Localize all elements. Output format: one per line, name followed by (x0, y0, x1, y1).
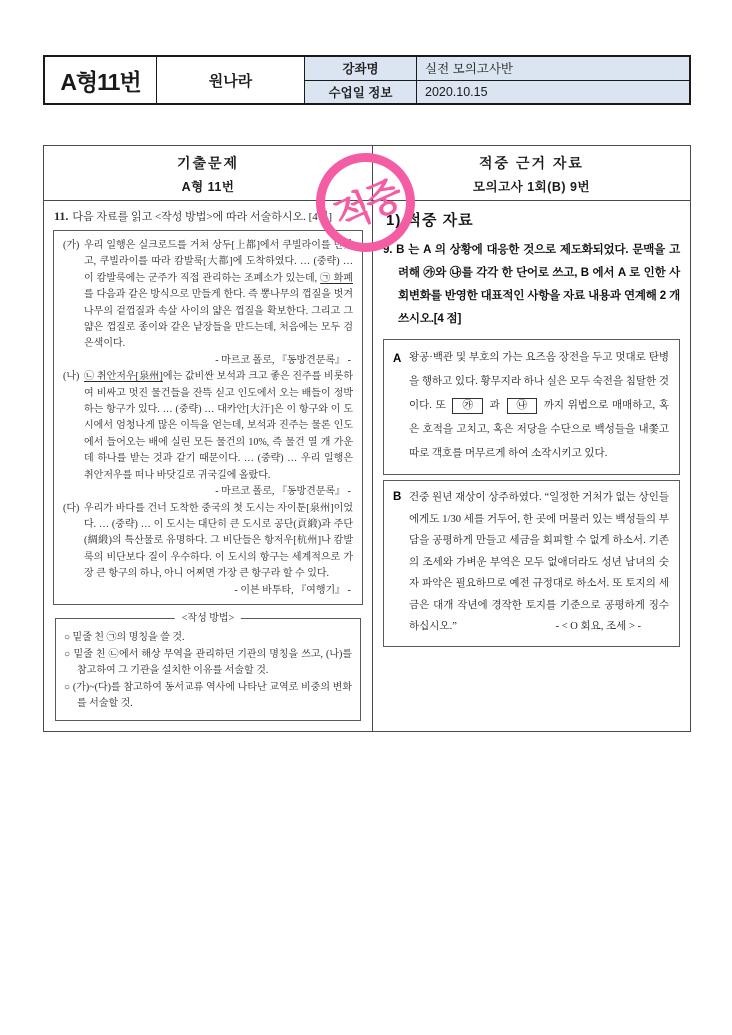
passage-box (53, 230, 363, 605)
passage-na-underline: ㉡ 취안저우[泉州] (84, 371, 163, 383)
passage-na-post: 에는 값비싼 보석과 크고 좋은 진주를 비롯하여 비싸고 멋진 물건들을 잔뜩 싣고 인도에서 오는 배들이 정박하는 항구가 있다. … (중략) … 대카안[大汗]은 이 항구와 이 도시에서 엄청나게 많은 이득을 얻는데, 보석과 진주는 물론 인도에서 들어오는 배에 실린 모든 물건의 10%, 즉 물건 열 개 가운데 하나를 받는 것과 같기 때문이다. … (중략) … 우리 일행은 취안저우를 떠나 바닷길로 귀국길에 올랐다. (84, 371, 353, 481)
source-box-a (383, 339, 680, 475)
left-column-body (44, 201, 372, 721)
date-label: 수업일 정보 (305, 81, 416, 104)
right-column-subtitle: 모의고사 1회(B) 9번 (472, 180, 591, 194)
hit-stamp-ring-icon (316, 153, 415, 252)
course-label: 강좌명 (305, 57, 416, 81)
source-box-a-text3: 까지 위법으로 매매하고, 혹은 호적을 고치고, 혹은 저당을 수단으로 백성들을 내쫓고 따로 객호를 머무르게 하여 소작시키고 있다. (409, 400, 670, 459)
source-box-a-text1: 왕공·백관 및 부호의 가는 요즈음 장전을 두고 멋대로 탄병을 행하고 있다. 황무지라 하나 실은 모두 숙전을 침탈한 것이다. 또 (409, 352, 669, 411)
header-value-column (417, 57, 689, 103)
blank-na: ㉯ (507, 398, 538, 414)
blank-ga: ㉮ (452, 398, 483, 414)
left-column-subtitle: A형 11번 (181, 180, 235, 194)
exam-number-cell: A형11번 (45, 57, 157, 103)
topic-cell: 원나라 (157, 57, 305, 103)
writing-method-title: <작성 방법> (175, 611, 241, 628)
passage-ga-underline: ㉠ 화폐 (320, 272, 353, 284)
evidence-question: 9. B 는 A 의 상황에 대응한 것으로 제도화되었다. 문맥을 고려해 ㉮와 ㉯를 각각 한 단어로 쓰고, B 에서 A 로 인한 사회변화를 반영한 대표적인 사항을 자료 내용과 연계해 2 개 쓰시오.[4 점] (383, 244, 680, 325)
passage-ga-source: - 마르코 폴로, 『동방견문록』 - (215, 354, 351, 366)
hit-stamp-text: 적중 (328, 174, 407, 240)
passage-ga-pre: 우리 일행은 실크로드를 거쳐 상두[上都]에서 쿠빌라이를 만났고, 쿠빌라이를 따라 캄발룩[大都]에 도착하였다. … (중략) … 이 캄발룩에는 군주가 직접 관리하는 조폐소가 있는데, (84, 240, 353, 284)
source-box-b-label: B (393, 491, 402, 503)
evidence-section-label: 1) 적중 자료 (386, 212, 474, 229)
passage-da-label: (다) (63, 502, 80, 514)
writing-method-item: ○ 밑줄 친 ㉠의 명칭을 쓸 것. (64, 631, 185, 643)
header-table (43, 55, 691, 105)
writing-method-item: ○ (가)~(다)를 참고하여 동서교류 역사에 나타난 교역로 비중의 변화를 서술할 것. (64, 681, 352, 710)
right-column-header (373, 146, 690, 201)
hit-stamp (316, 153, 415, 252)
writing-method-item: ○ 밑줄 친 ㉡에서 해상 무역을 관리하던 기관의 명칭을 쓰고, (나)를 참고하여 그 기관을 설치한 이유를 서술할 것. (64, 648, 352, 677)
right-column-title: 적중 근거 자료 (479, 155, 584, 171)
source-box-b-citation: - < O 회요, 조세 > - (555, 621, 641, 632)
passage-na-source: - 마르코 폴로, 『동방견문록』 - (215, 486, 351, 498)
date-value: 2020.10.15 (417, 81, 689, 104)
question-number: 11. (54, 209, 69, 223)
source-box-b (383, 480, 680, 647)
source-box-a-label: A (393, 353, 402, 365)
passage-na-label: (나) (63, 371, 80, 383)
header-label-column (305, 57, 417, 103)
passage-da-source: - 이븐 바투타, 『여행기』 - (234, 584, 351, 596)
passage-da (63, 501, 353, 599)
writing-method-box (55, 612, 361, 721)
passage-ga-label: (가) (63, 240, 80, 251)
question-text: 다음 자료를 읽고 <작성 방법>에 따라 서술하시오. [4점] (72, 211, 333, 223)
source-box-a-text2: 과 (489, 400, 500, 411)
left-column-title: 기출문제 (176, 155, 240, 171)
course-value: 실전 모의고사반 (417, 57, 689, 81)
passage-na (63, 369, 353, 500)
evidence-column (373, 146, 690, 731)
passage-da-text: 우리가 바다를 건너 도착한 중국의 첫 도시는 자이툰[泉州]이었다. … (중략) … 이 도시는 대단히 큰 도시로 공단(貢緞)과 주단(綢緞)의 특산물로 유명하다. 그 비단들은 항저우[杭州]나 캄발룩의 비단보다 질이 우수하다. 이 도시의 항구는 세계적으로 가장 큰 항구의 하나, 아니 어쩌면 가장 큰 항구라 할 수 있다. (84, 502, 353, 580)
passage-ga-post: 를 다음과 같은 방식으로 만들게 한다. 즉 뽕나무의 껍질을 벗겨 나무의 겉껍질과 속살 사이의 얇은 껍질을 확보한다. 그리고 그 얇은 껍질로 종이와 같은 낱장들을 만드는데, 처음에는 모두 검은색이다. (84, 289, 353, 350)
passage-ga (63, 238, 353, 369)
source-box-b-text: 건중 원년 재상이 상주하였다. “일정한 거처가 없는 상인들에게도 1/30 세를 거두어, 한 곳에 머물러 있는 백성들의 부담을 공평하게 만들고 세금을 회피할 수 없게 하소서. 기존의 조세와 가벼운 부역은 모두 없애더라도 성년 남녀의 숫자 파악은 필요하므로 예전 규정대로 하소서. 또 토지의 세금은 대개 작년에 경작한 토지를 기준으로 공평하게 징수하십시오.” (409, 492, 669, 632)
right-column-body (373, 201, 690, 647)
